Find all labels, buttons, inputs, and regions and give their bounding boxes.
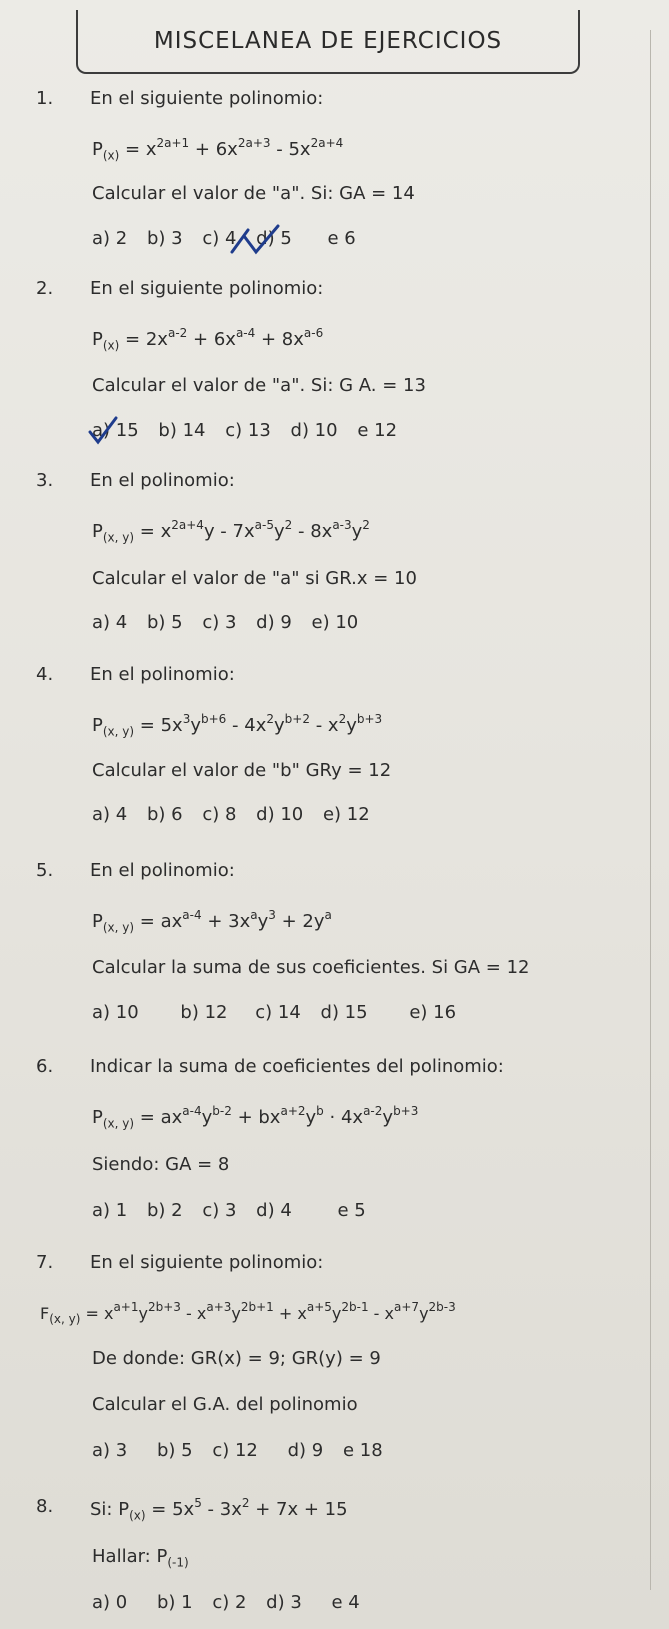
exercise-number: 4. [36, 664, 54, 685]
exercise-options [92, 420, 411, 441]
option-d[interactable]: d) 9 [287, 1440, 324, 1461]
option-b[interactable]: b) 2 [146, 1200, 183, 1221]
option-a[interactable]: a) 4 [92, 804, 128, 825]
exercise-options [92, 612, 372, 633]
exercise-formula: $P_{(x, y)} = ax^{a-4}y^{b-2} + bx^{a+2}y^b \cdot 4x^{a-2}y^{b+3}$ [92, 1104, 419, 1131]
exercise-formula: $P_{(x)} = x^{2a+1} + 6x^{2a+3} - 5x^{2a+4}$ [92, 136, 344, 163]
option-c[interactable]: c) 3 [202, 612, 237, 633]
option-e[interactable]: e) 12 [322, 804, 370, 825]
page-edge-line [650, 30, 651, 1590]
option-a[interactable]: a) 2 [92, 228, 128, 249]
option-b[interactable]: b) 5 [156, 1440, 193, 1461]
option-b[interactable]: b) 3 [146, 228, 183, 249]
exercise-options [92, 228, 370, 249]
title-box [76, 10, 580, 74]
exercise-number: 2. [36, 278, 54, 299]
exercise-condition: Siendo: GA = 8 [92, 1154, 230, 1175]
option-e[interactable]: e 6 [327, 228, 356, 249]
option-e[interactable]: e 5 [337, 1200, 366, 1221]
option-d[interactable]: d) 10 [256, 804, 304, 825]
exercise-options [92, 1592, 374, 1613]
exercise-condition-2: Calcular el G.A. del polinomio [92, 1394, 358, 1415]
option-e[interactable]: e 4 [331, 1592, 360, 1613]
option-b[interactable]: b) 6 [146, 804, 183, 825]
option-c[interactable]: c) 3 [202, 1200, 237, 1221]
exercise-formula: $P_{(x, y)} = 5x^3y^{b+6} - 4x^2y^{b+2} - x^2y^{b+3}$ [92, 712, 383, 739]
exercise-condition: Calcular la suma de sus coeficientes. Si GA = 12 [92, 957, 530, 978]
exercise-number: 3. [36, 470, 54, 491]
exercise-condition: Calcular el valor de "a" si GR.x = 10 [92, 568, 417, 589]
exercise-formula: $F_{(x, y)} = x^{a+1}y^{2b+3} - x^{a+3}y^{2b+1} + x^{a+5}y^{2b-1} - x^{a+7}y^{2b-3}$ [40, 1300, 456, 1327]
exercise-question: En el polinomio: [90, 664, 235, 685]
option-c[interactable]: c) 14 [255, 1002, 301, 1023]
exercise-condition: Calcular el valor de "b" GRy = 12 [92, 760, 392, 781]
option-e[interactable]: e) 10 [311, 612, 359, 633]
exercise-formula: $P_{(x, y)} = x^{2a+4}y - 7x^{a-5}y^2 - 8x^{a-3}y^2$ [92, 518, 370, 545]
exercise-condition: Calcular el valor de "a". Si: GA = 14 [92, 183, 415, 204]
exercise-question: En el siguiente polinomio: [90, 278, 324, 299]
exercise-number: 1. [36, 88, 54, 109]
option-c[interactable]: c) 2 [212, 1592, 247, 1613]
exercise-question: En el siguiente polinomio: [90, 88, 324, 109]
option-c[interactable]: c) 8 [202, 804, 237, 825]
option-d[interactable]: d) 4 [256, 1200, 292, 1221]
option-a[interactable]: a) 0 [92, 1592, 128, 1613]
option-a[interactable]: a) 3 [92, 1440, 128, 1461]
exercise-condition: Hallar: $P_{(-1)}$ [92, 1546, 189, 1570]
option-d[interactable]: d) 15 [320, 1002, 368, 1023]
option-b[interactable]: b) 1 [156, 1592, 193, 1613]
option-e[interactable]: e 18 [342, 1440, 383, 1461]
option-d[interactable]: d) 9 [256, 612, 292, 633]
exercise-options [92, 1002, 470, 1023]
option-d[interactable]: d) 3 [266, 1592, 302, 1613]
option-b[interactable]: b) 14 [158, 420, 206, 441]
option-d[interactable]: d) 10 [290, 420, 338, 441]
option-b[interactable]: b) 5 [146, 612, 183, 633]
option-e[interactable]: e) 16 [409, 1002, 457, 1023]
option-b[interactable]: b) 12 [180, 1002, 228, 1023]
exercise-options [92, 804, 384, 825]
exercise-question: En el polinomio: [90, 860, 235, 881]
exercise-condition: De donde: GR(x) = 9; GR(y) = 9 [92, 1348, 381, 1369]
option-a[interactable]: a) 4 [92, 612, 128, 633]
option-a[interactable]: a) 15 [92, 420, 139, 441]
exercise-number: 5. [36, 860, 54, 881]
option-c[interactable]: c) 13 [225, 420, 271, 441]
option-c[interactable]: c) 12 [212, 1440, 258, 1461]
exercise-question: En el polinomio: [90, 470, 235, 491]
option-c[interactable]: c) 4 [202, 228, 237, 249]
option-a[interactable]: a) 1 [92, 1200, 128, 1221]
exercise-formula: $P_{(x)} = 2x^{a-2} + 6x^{a-4} + 8x^{a-6}$ [92, 326, 324, 353]
option-a[interactable]: a) 10 [92, 1002, 139, 1023]
exercise-question: Indicar la suma de coeficientes del polinomio: [90, 1056, 504, 1077]
exercise-number: 7. [36, 1252, 54, 1273]
exercise-question: Si: $P_{(x)} = 5x^5 - 3x^2 + 7x + 15$ [90, 1496, 348, 1523]
exercise-options [92, 1200, 380, 1221]
exercise-condition: Calcular el valor de "a". Si: G A. = 13 [92, 375, 426, 396]
page-title: MISCELANEA DE EJERCICIOS [153, 28, 503, 54]
option-e[interactable]: e 12 [357, 420, 398, 441]
exercise-number: 8. [36, 1496, 54, 1517]
exercise-question: En el siguiente polinomio: [90, 1252, 324, 1273]
exercise-formula: $P_{(x, y)} = ax^{a-4} + 3x^ay^3 + 2y^a$ [92, 908, 332, 935]
exercise-number: 6. [36, 1056, 54, 1077]
exercise-options [92, 1440, 397, 1461]
option-d[interactable]: d) 5 [256, 228, 292, 249]
